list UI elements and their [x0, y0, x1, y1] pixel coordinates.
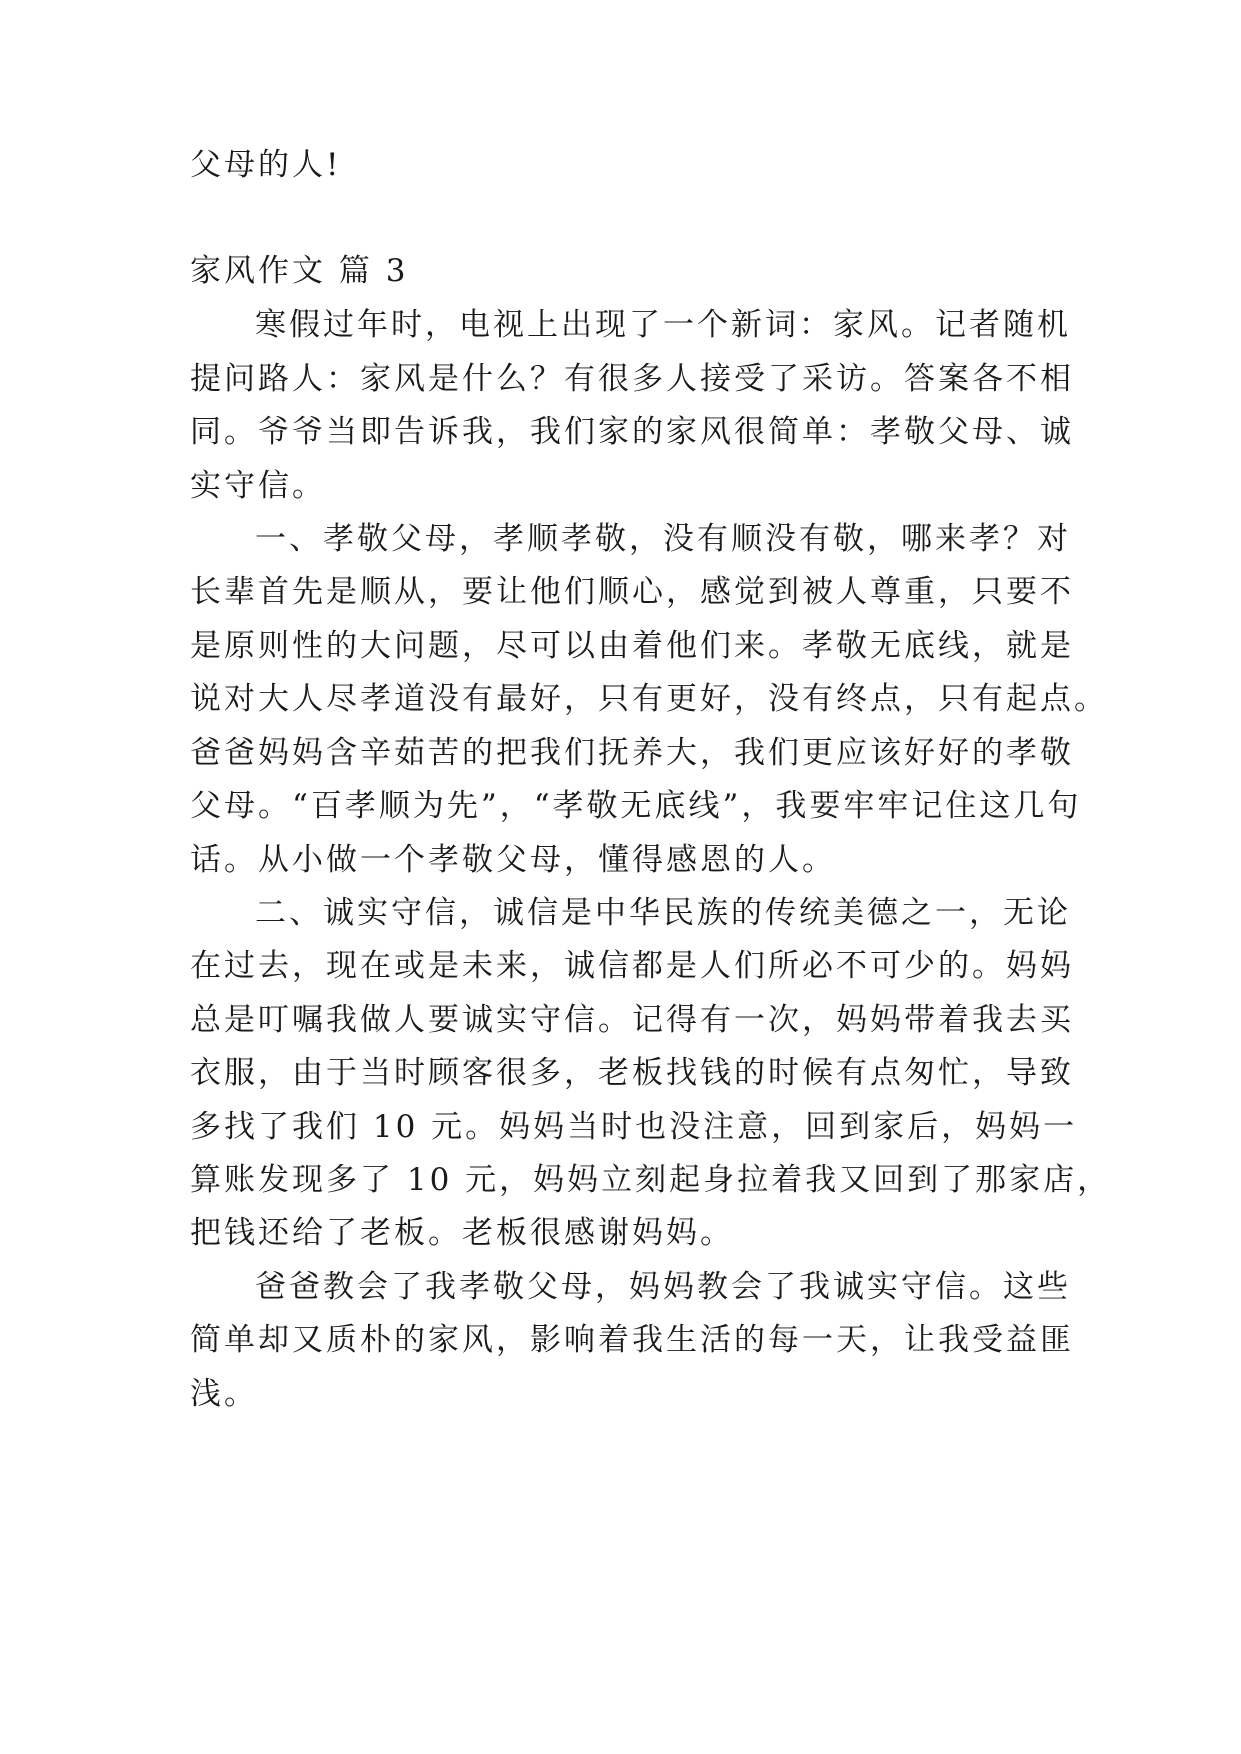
paragraph-line: 衣服，由于当时顾客很多，老板找钱的时候有点匆忙，导致: [190, 1055, 1074, 1091]
paragraph-line: 算账发现多了 10 元，妈妈立刻起身拉着我又回到了那家店，: [190, 1162, 1112, 1198]
paragraph-line: 长辈首先是顺从，要让他们顺心，感觉到被人尊重，只要不: [190, 574, 1074, 610]
paragraph-line: 二、诚实守信，诚信是中华民族的传统美德之一，无论: [255, 895, 1071, 931]
paragraph-line: 父母。“百孝顺为先”，“孝敬无底线”，我要牢牢记住这几句: [190, 788, 1082, 824]
paragraph-line: 同。爷爷当即告诉我，我们家的家风很简单：孝敬父母、诚: [190, 414, 1074, 450]
paragraph-line: 一、孝敬父母，孝顺孝敬，没有顺没有敬，哪来孝？对: [255, 521, 1071, 557]
paragraph-line: 爸爸教会了我孝敬父母，妈妈教会了我诚实守信。这些: [255, 1269, 1071, 1305]
paragraph-line: 话。从小做一个孝敬父母，懂得感恩的人。: [190, 842, 836, 878]
paragraph-line: 把钱还给了老板。老板很感谢妈妈。: [190, 1215, 734, 1251]
paragraph-line: 是原则性的大问题，尽可以由着他们来。孝敬无底线，就是: [190, 628, 1074, 664]
paragraph-line: 提问路人：家风是什么？有很多人接受了采访。答案各不相: [190, 361, 1074, 397]
paragraph-line: 爸爸妈妈含辛茹苦的把我们抚养大，我们更应该好好的孝敬: [190, 735, 1074, 771]
paragraph-line: 寒假过年时，电视上出现了一个新词：家风。记者随机: [255, 307, 1071, 343]
paragraph-line: 在过去，现在或是未来，诚信都是人们所必不可少的。妈妈: [190, 948, 1074, 984]
paragraph-line: 总是叮嘱我做人要诚实守信。记得有一次，妈妈带着我去买: [190, 1002, 1074, 1038]
paragraph-line: 简单却又质朴的家风，影响着我生活的每一天，让我受益匪: [190, 1322, 1074, 1358]
previous-section-ending: 父母的人!: [190, 147, 342, 183]
paragraph-line: 多找了我们 10 元。妈妈当时也没注意，回到家后，妈妈一: [190, 1109, 1078, 1145]
paragraph-line: 实守信。: [190, 468, 326, 504]
paragraph-line: 说对大人尽孝道没有最好，只有更好，没有终点，只有起点。: [190, 681, 1108, 717]
paragraph-line: 浅。: [190, 1376, 258, 1412]
essay-heading: 家风作文 篇 3: [190, 253, 409, 289]
